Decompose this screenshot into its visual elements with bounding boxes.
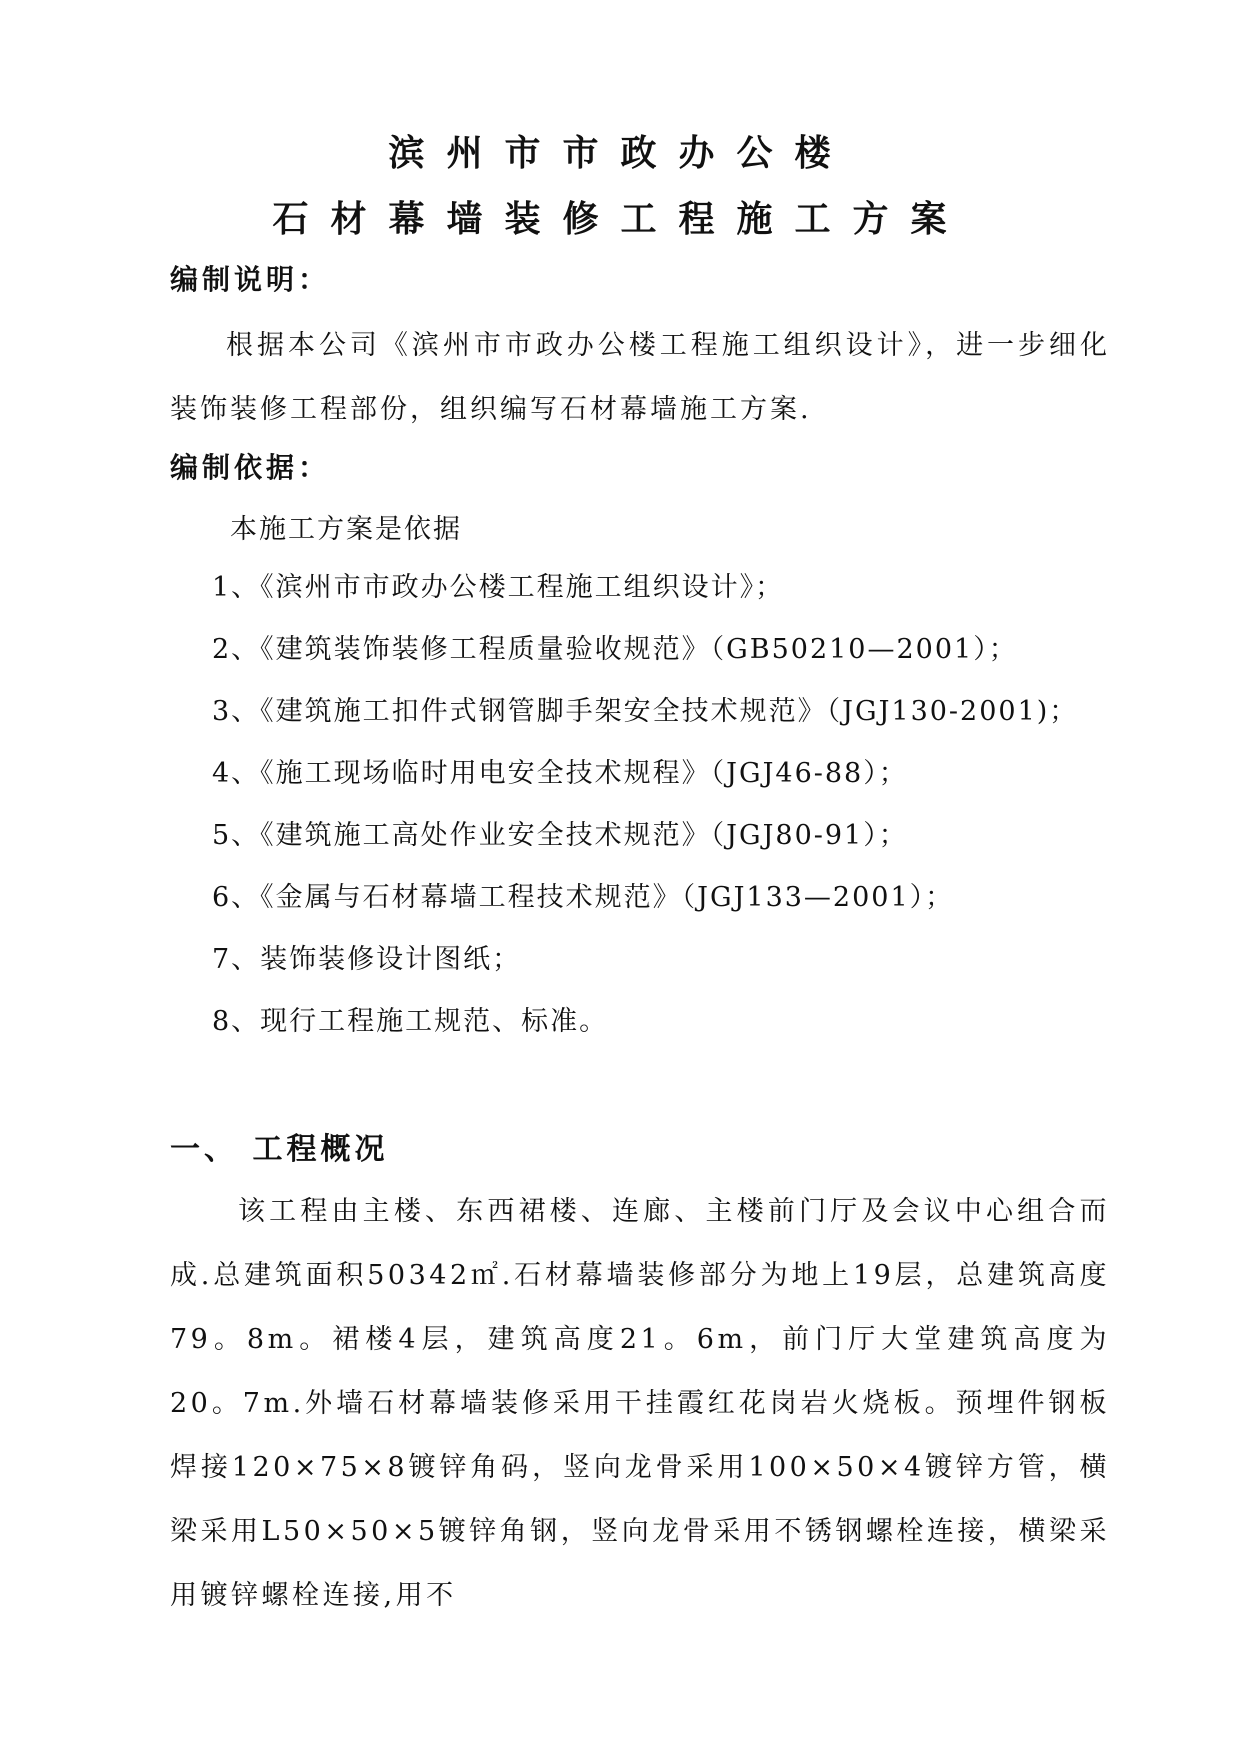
overview-paragraph: 该工程由主楼、东西裙楼、连廊、主楼前门厅及会议中心组合而成.总建筑面积50342㎡.石材幕墙装修部分为地上19层，总建筑高度79。8m。裙楼4层，建筑高度21。6m，前门厅大堂建筑高度为20。7m.外墙石材幕墙装修采用干挂霞红花岗岩火烧板。预埋件钢板焊接120×75×8镀锌角码，竖向龙骨采用100×50×4镀锌方管，横梁采用L50×50×5镀锌角钢，竖向龙骨采用不锈钢螺栓连接，横梁采用镀锌螺栓连接,用不	[170, 1196, 1110, 1611]
basis-intro: 本施工方案是依据	[230, 514, 462, 545]
document-title-line-1: 滨州市市政办公楼	[388, 133, 853, 174]
list-item: 6、《金属与石材幕墙工程技术规范》（JGJ133—2001）；	[212, 882, 955, 913]
list-item: 7、装饰装修设计图纸；	[212, 944, 522, 975]
overview-heading: 一、 工程概况	[170, 1132, 389, 1167]
list-item: 8、现行工程施工规范、标准。	[212, 1006, 609, 1037]
preparation-heading: 编制说明：	[170, 263, 331, 296]
preparation-paragraph: 根据本公司《滨州市市政办公楼工程施工组织设计》，进一步细化装饰装修工程部份，组织编写石材幕墙施工方案.	[170, 330, 1110, 425]
list-item: 3、《建筑施工扣件式钢管脚手架安全技术规范》（JGJ130-2001)；	[212, 696, 1079, 727]
document-title-line-2: 石材幕墙装修工程施工方案	[272, 199, 969, 240]
basis-list	[212, 568, 1078, 1064]
list-item: 1、《滨州市市政办公楼工程施工组织设计》；	[212, 572, 785, 603]
list-item: 5、《建筑施工高处作业安全技术规范》（JGJ80-91）；	[212, 820, 908, 851]
list-item: 2、《建筑装饰装修工程质量验收规范》（GB50210—2001）；	[212, 634, 1018, 665]
list-item: 4、《施工现场临时用电安全技术规程》（JGJ46-88）；	[212, 758, 908, 789]
basis-heading: 编制依据：	[170, 451, 331, 484]
